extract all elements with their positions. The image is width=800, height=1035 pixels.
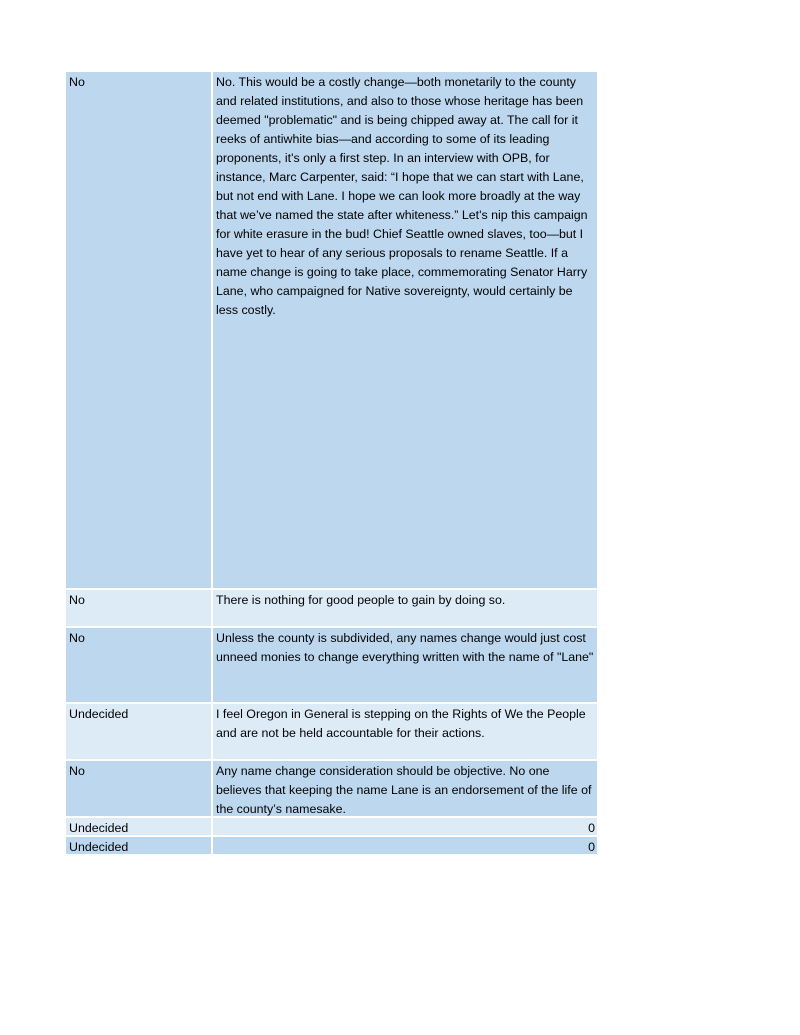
survey-responses-table [66, 72, 597, 854]
table-row [66, 816, 597, 835]
comment-cell: 0 [588, 840, 595, 854]
table-row [66, 626, 597, 702]
answer-cell: Undecided [66, 818, 213, 835]
answer-cell: No [66, 590, 213, 626]
answer-cell: No [66, 628, 213, 702]
comment-cell: No. This would be a costly change—both monetarily to the county and related institutions, and also to those whose heritage has been deemed "problematic" and is being chipped away at. The call for it reeks of antiwhite bias—and according to some of its leading proponents, it's only a first step. In an interview with OPB, for instance, Marc Carpenter, said: “I hope that we can start with Lane, but not end with Lane. I hope we can look more broadly at the way that we’ve named the state after whiteness.” Let's nip this campaign for white erasure in the bud! Chief Seattle owned slaves, too—but I have yet to hear of any serious proposals to rename Seattle. If a name change is going to take place, commemorating Senator Harry Lane, who campaigned for Native sovereignty, would certainly be less costly. [216, 75, 588, 317]
answer-cell: Undecided [66, 704, 213, 759]
table-row [66, 72, 597, 588]
answer-cell: Undecided [66, 837, 213, 854]
comment-cell: 0 [588, 821, 595, 835]
comment-cell: Unless the county is subdivided, any names change would just cost unneed monies to change everything written with the name of "Lane" [216, 631, 594, 664]
table-row [66, 702, 597, 759]
answer-cell: No [66, 761, 213, 816]
table-row [66, 588, 597, 626]
comment-cell: There is nothing for good people to gain by doing so. [216, 593, 506, 607]
table-row [66, 759, 597, 816]
table-row [66, 835, 597, 854]
answer-cell: No [66, 72, 213, 588]
comment-cell: Any name change consideration should be objective. No one believes that keeping the name Lane is an endorsement of the life of the county’s namesake. [216, 764, 592, 816]
comment-cell: I feel Oregon in General is stepping on the Rights of We the People and are not be held accountable for their actions. [216, 707, 586, 740]
